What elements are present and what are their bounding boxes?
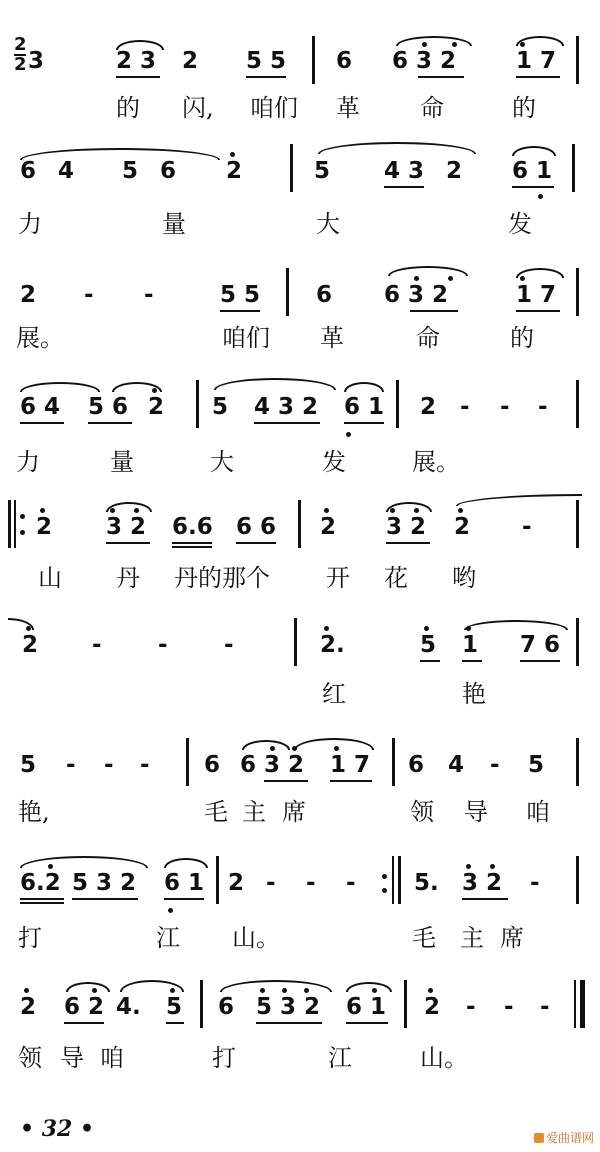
- octave-dot: [110, 508, 115, 513]
- slur: [242, 740, 290, 750]
- lyric: 咱们: [250, 94, 298, 122]
- lyric: 江: [156, 924, 180, 952]
- note-group: 1: [462, 632, 479, 658]
- barline: [576, 268, 579, 316]
- beam-line: [516, 310, 560, 312]
- octave-dot: [424, 626, 429, 631]
- barline: [576, 738, 579, 786]
- beam-line: [520, 660, 560, 662]
- octave-dot: [24, 988, 29, 993]
- note-group: 2: [320, 514, 337, 540]
- beam-line: [462, 660, 482, 662]
- lyric: 闪,: [182, 94, 214, 122]
- lyric: 大: [210, 448, 234, 476]
- octave-dot: [466, 626, 471, 631]
- music-logo-icon: [534, 1133, 544, 1143]
- lyric: 艳: [462, 680, 486, 708]
- lyric: 江: [328, 1044, 352, 1072]
- octave-dot: [414, 508, 419, 513]
- note-group: 6.6: [172, 514, 213, 540]
- note-group: 3 2: [386, 514, 427, 540]
- slur: [512, 146, 556, 156]
- octave-dot: [334, 746, 339, 751]
- note-group: 5 6: [88, 394, 129, 420]
- note-group: 2: [182, 48, 199, 74]
- barline: [392, 738, 395, 786]
- barline: [186, 738, 189, 786]
- note-group: -: [490, 752, 500, 778]
- note-group: 6: [316, 282, 333, 308]
- note-group: 2: [22, 632, 39, 658]
- barline: [286, 268, 289, 316]
- lyric: 丹: [116, 564, 140, 592]
- beam-line: [20, 898, 64, 900]
- octave-dot: [448, 276, 453, 281]
- beam-line: [72, 898, 138, 900]
- note-group: 1 7: [330, 752, 371, 778]
- repeat-dot: [382, 888, 387, 893]
- octave-dot: [458, 508, 463, 513]
- note-group: 5: [122, 158, 139, 184]
- barline: [576, 500, 579, 548]
- beam-line: [166, 1022, 184, 1024]
- slur: [20, 148, 220, 160]
- slur: [464, 620, 568, 630]
- note-group: -: [66, 752, 76, 778]
- octave-dot: [324, 626, 329, 631]
- octave-dot: [452, 42, 457, 47]
- lyric: 展。: [16, 324, 64, 352]
- note-group: -: [92, 632, 102, 658]
- beam-line: [20, 422, 64, 424]
- note-group: -: [84, 282, 94, 308]
- note-group: -: [104, 752, 114, 778]
- slur: [20, 856, 148, 868]
- slur: [164, 858, 208, 868]
- note-group: 5 5: [246, 48, 287, 74]
- lyric: 领: [18, 1044, 42, 1072]
- lyric: 的: [512, 94, 536, 122]
- slur: [220, 980, 332, 992]
- note-group: 6: [218, 994, 235, 1020]
- lyric: 席: [500, 924, 524, 952]
- note-group: 6: [204, 752, 221, 778]
- octave-dot: [422, 42, 427, 47]
- octave-dot: [304, 988, 309, 993]
- note-group: 6 1: [164, 870, 205, 896]
- barline: [290, 144, 293, 192]
- note-group: 5: [420, 632, 437, 658]
- lyric: 打: [18, 924, 42, 952]
- note-group: 2: [424, 994, 441, 1020]
- lyric: 发: [508, 210, 532, 238]
- lyric: 开: [326, 564, 350, 592]
- octave-dot: [170, 988, 175, 993]
- beam-line: [384, 186, 424, 188]
- slur: [344, 382, 384, 392]
- note-group: 6 2: [64, 994, 105, 1020]
- beam-line: [116, 76, 160, 78]
- note-group: 5: [166, 994, 183, 1020]
- note-group: 2: [228, 870, 245, 896]
- beam-line: [164, 898, 204, 900]
- repeat-dot: [20, 530, 25, 535]
- octave-dot: [538, 194, 543, 199]
- lyric: 艳,: [18, 798, 50, 826]
- time-signature: 2 2: [14, 34, 27, 75]
- note-group: 4 3 2: [254, 394, 319, 420]
- note-group: -: [460, 394, 470, 420]
- barline: [404, 980, 407, 1028]
- note-group: 6: [160, 158, 177, 184]
- note-group: 3 2: [462, 870, 503, 896]
- note-group: -: [522, 514, 532, 540]
- octave-dot: [292, 746, 297, 751]
- slur: [116, 40, 164, 50]
- octave-dot: [346, 432, 351, 437]
- beam-line: [172, 542, 212, 544]
- octave-dot: [26, 626, 31, 631]
- octave-dot: [466, 864, 471, 869]
- barline: [576, 856, 579, 904]
- note-group: 5: [212, 394, 229, 420]
- beam-line: [346, 1022, 388, 1024]
- lyric: 力: [16, 448, 40, 476]
- lyric: 的: [510, 324, 534, 352]
- beam-line: [386, 542, 430, 544]
- note-group: 6 3 2: [384, 282, 449, 308]
- lyric: 革: [336, 94, 360, 122]
- note-group: 2: [226, 158, 243, 184]
- note-group: -: [224, 632, 234, 658]
- lyric: 革: [320, 324, 344, 352]
- beam-line: [106, 542, 150, 544]
- watermark-text: 爱曲谱网: [545, 1131, 594, 1145]
- note-group: 4: [448, 752, 465, 778]
- beam-line: [264, 780, 308, 782]
- lyric: 主: [460, 924, 484, 952]
- lyric: 咱: [100, 1044, 124, 1072]
- octave-dot: [134, 508, 139, 513]
- lyric: 毛: [412, 924, 436, 952]
- slur: [456, 494, 582, 506]
- octave-dot: [40, 508, 45, 513]
- note-group: -: [266, 870, 276, 896]
- slur: [214, 378, 336, 390]
- slur: [346, 982, 392, 992]
- barline: [576, 618, 579, 666]
- beam-line: [172, 546, 212, 548]
- slur: [388, 266, 468, 276]
- note-group: 6: [408, 752, 425, 778]
- page-number: • 32 •: [20, 1116, 95, 1142]
- lyric: 命: [416, 324, 440, 352]
- note-group: 2: [454, 514, 471, 540]
- note-group: 6 1: [344, 394, 385, 420]
- barline: [298, 500, 301, 548]
- octave-dot: [520, 42, 525, 47]
- note-group: -: [306, 870, 316, 896]
- beam-line: [330, 780, 372, 782]
- octave-dot: [324, 508, 329, 513]
- note-group: 5 5: [220, 282, 261, 308]
- lyric: 展。: [412, 448, 460, 476]
- note-group: 6: [20, 158, 37, 184]
- note-group: 1 7: [516, 48, 557, 74]
- lyric: 席: [282, 798, 306, 826]
- note-group: 6 1: [346, 994, 387, 1020]
- octave-dot: [270, 746, 275, 751]
- octave-dot: [372, 988, 377, 993]
- repeat-dot: [382, 874, 387, 879]
- note-group: 6 3 2: [240, 752, 305, 778]
- note-group: 7 6: [520, 632, 561, 658]
- octave-dot: [282, 988, 287, 993]
- lyric: 导: [60, 1044, 84, 1072]
- slur: [66, 982, 110, 992]
- note-group: 3: [28, 48, 45, 74]
- lyric: 量: [162, 210, 186, 238]
- lyric: 山。: [420, 1044, 468, 1072]
- watermark: [534, 1129, 594, 1146]
- note-group: 2: [20, 994, 37, 1020]
- beam-line: [418, 76, 464, 78]
- beam-line: [88, 422, 132, 424]
- beam-line: [220, 310, 260, 312]
- slur: [318, 142, 476, 154]
- beam-line: [344, 422, 384, 424]
- note-group: 6.2: [20, 870, 61, 896]
- repeat-barline: [14, 500, 16, 548]
- octave-dot: [490, 864, 495, 869]
- repeat-barline: [8, 500, 11, 548]
- lyric: 毛: [204, 798, 228, 826]
- note-group: 3 2: [106, 514, 147, 540]
- lyric: 咱: [526, 798, 550, 826]
- note-group: -: [158, 632, 168, 658]
- octave-dot: [230, 152, 235, 157]
- note-group: 5: [20, 752, 37, 778]
- note-group: -: [346, 870, 356, 896]
- lyric: 力: [18, 210, 42, 238]
- octave-dot: [48, 864, 53, 869]
- beam-line: [246, 76, 286, 78]
- note-group: 5: [528, 752, 545, 778]
- lyric: 大: [316, 210, 340, 238]
- lyric: 命: [420, 94, 444, 122]
- lyric: 山。: [232, 924, 280, 952]
- note-group: 2: [36, 514, 53, 540]
- barline: [576, 36, 579, 84]
- barline: [576, 380, 579, 428]
- note-group: 5.: [414, 870, 439, 896]
- repeat-barline: [398, 856, 401, 904]
- octave-dot: [520, 276, 525, 281]
- note-group: 2: [446, 158, 463, 184]
- barline: [216, 856, 219, 904]
- note-group: 6 3 2: [392, 48, 457, 74]
- repeat-dot: [20, 514, 25, 519]
- final-barline: [574, 980, 576, 1028]
- barline: [572, 144, 575, 192]
- octave-dot: [92, 988, 97, 993]
- beam-line: [410, 310, 458, 312]
- lyric: 主: [242, 798, 266, 826]
- octave-dot: [168, 908, 173, 913]
- note-group: 6: [336, 48, 353, 74]
- lyric: 哟: [452, 564, 476, 592]
- slur: [20, 382, 100, 392]
- note-group: 2: [420, 394, 437, 420]
- barline: [312, 36, 315, 84]
- note-group: 1 7: [516, 282, 557, 308]
- lyric: 发: [322, 448, 346, 476]
- note-group: -: [504, 994, 514, 1020]
- note-group: -: [530, 870, 540, 896]
- note-group: 6 6: [236, 514, 277, 540]
- note-group: 2 3: [116, 48, 157, 74]
- beam-line: [516, 76, 560, 78]
- note-group: -: [466, 994, 476, 1020]
- lyric: 领: [410, 798, 434, 826]
- lyric: 的: [116, 94, 140, 122]
- octave-dot: [152, 388, 157, 393]
- note-group: -: [538, 394, 548, 420]
- barline: [396, 380, 399, 428]
- barline: [200, 980, 203, 1028]
- beam-line: [462, 898, 508, 900]
- beam-line: [236, 542, 276, 544]
- beam-line: [254, 422, 320, 424]
- lyric: 咱们: [222, 324, 270, 352]
- note-group: 4.: [116, 994, 141, 1020]
- note-group: 5 3 2: [72, 870, 137, 896]
- lyric: 红: [322, 680, 346, 708]
- note-group: 2: [20, 282, 37, 308]
- note-group: 5 3 2: [256, 994, 321, 1020]
- beam-line: [256, 1022, 322, 1024]
- octave-dot: [428, 988, 433, 993]
- repeat-barline: [392, 856, 394, 904]
- note-group: 5: [314, 158, 331, 184]
- note-group: 6 1: [512, 158, 553, 184]
- note-group: -: [140, 752, 150, 778]
- lyric: 导: [464, 798, 488, 826]
- final-barline: [580, 980, 585, 1028]
- barline: [294, 618, 297, 666]
- lyric: 山: [38, 564, 62, 592]
- note-group: 4: [58, 158, 75, 184]
- note-group: 4 3: [384, 158, 425, 184]
- slur: [396, 36, 472, 46]
- note-group: -: [540, 994, 550, 1020]
- note-group: 2.: [320, 632, 345, 658]
- octave-dot: [260, 988, 265, 993]
- beam-line: [512, 186, 554, 188]
- lyric: 量: [110, 448, 134, 476]
- note-group: -: [500, 394, 510, 420]
- note-group: 2: [148, 394, 165, 420]
- octave-dot: [414, 276, 419, 281]
- barline: [196, 380, 199, 428]
- beam-line: [20, 902, 64, 904]
- lyric: 丹的那个: [174, 564, 270, 592]
- beam-line: [64, 1022, 104, 1024]
- note-group: -: [144, 282, 154, 308]
- lyric: 打: [212, 1044, 236, 1072]
- octave-dot: [390, 508, 395, 513]
- lyric: 花: [384, 564, 408, 592]
- note-group: 6 4: [20, 394, 61, 420]
- beam-line: [420, 660, 440, 662]
